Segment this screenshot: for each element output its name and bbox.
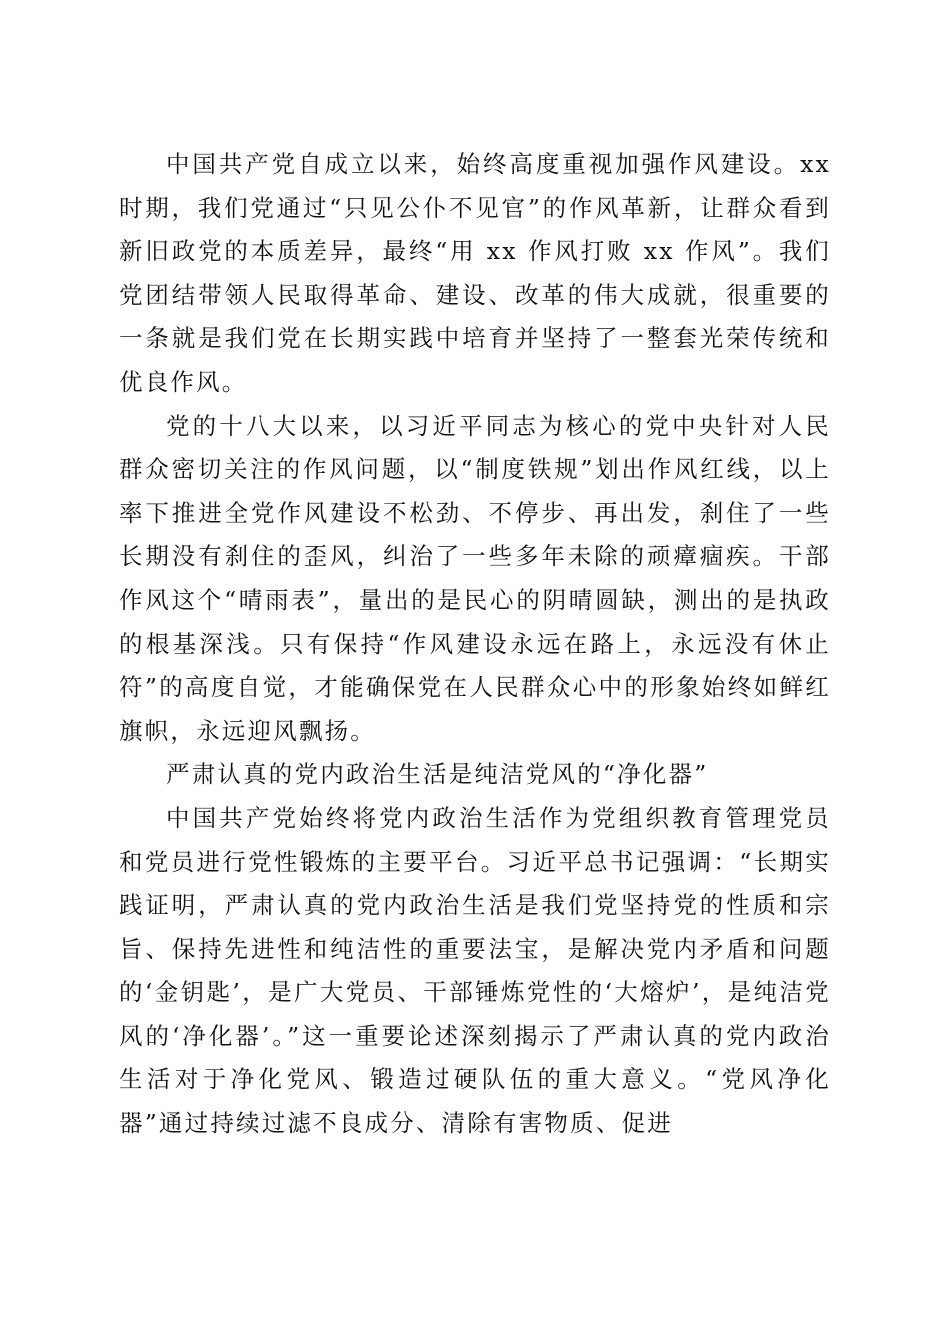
paragraph-party-political-life: 中国共产党始终将党内政治生活作为党组织教育管理党员和党员进行党性锻炼的主要平台。习近平总书记强调：“长期实践证明，严肃认真的党内政治生活是我们党坚持党的性质和宗旨、保持先进性和纯洁性的重要法宝，是解决党内矛盾和问题的‘金钥匙’，是广大党员、干部锤炼党性的‘大熔炉’，是纯洁党风的‘净化器’。”这一重要论述深刻揭示了严肃认真的党内政治生活对于净化党风、锻造过硬队伍的重大意义。“党风净化器”通过持续过滤不良成分、清除有害物质、促进: [119, 803, 831, 1138]
paragraph-eighteenth-congress: 党的十八大以来，以习近平同志为核心的党中央针对人民群众密切关注的作风问题，以“制度铁规”划出作风红线，以上率下推进全党作风建设不松劲、不停步、再出发，刹住了一些长期没有刹住的歪风，纠治了一些多年未除的顽瘴痼疾。干部作风这个“晴雨表”，量出的是民心的阴晴圆缺，测出的是执政的根基深浅。只有保持“作风建设永远在路上，永远没有休止符”的高度自觉，才能确保党在人民群众心中的形象始终如鲜红旗帜，永远迎风飘扬。: [119, 411, 831, 745]
paragraph-work-style-history: 中国共产党自成立以来，始终高度重视加强作风建设。xx时期，我们党通过“只见公仆不见官”的作风革新，让群众看到新旧政党的本质差异，最终“用 xx 作风打败 xx 作风”。我们党团结带领人民取得革命、建设、改革的伟大成就，很重要的一条就是我们党在长期实践中培育并坚持了一整套光荣传统和优良作风。: [119, 150, 831, 396]
section-heading: 严肃认真的党内政治生活是纯洁党风的“净化器”: [166, 760, 709, 789]
document-body: [119, 143, 831, 1146]
